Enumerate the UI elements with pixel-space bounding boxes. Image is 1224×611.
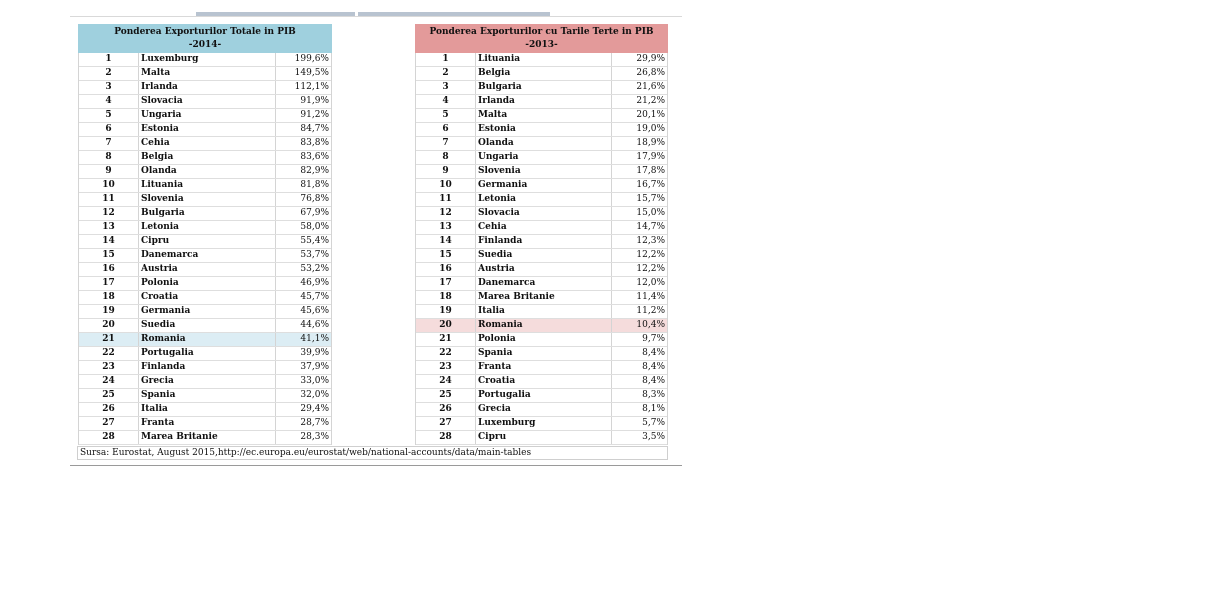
rank-cell: 1: [416, 53, 476, 66]
rank-cell: 5: [79, 109, 139, 122]
value-cell: 9,7%: [642, 334, 665, 344]
rank-cell: 22: [416, 347, 476, 360]
value-cell: 17,9%: [636, 152, 665, 162]
value-cell: 21,2%: [636, 96, 665, 106]
value-cell: 12,0%: [636, 278, 665, 288]
value-cell: 149,5%: [294, 68, 329, 78]
value-cell: 45,7%: [300, 292, 329, 302]
table-row: [79, 67, 331, 81]
country-cell: Italia: [476, 305, 612, 318]
value-cell: 16,7%: [636, 180, 665, 190]
rank-cell: 16: [79, 263, 139, 276]
value-cell: 8,3%: [642, 390, 665, 400]
table-row: [416, 123, 667, 137]
third-country-exports-title: Ponderea Exporturilor cu Tarile Terte in PIB: [429, 27, 654, 37]
value-cell: 12,2%: [636, 250, 665, 260]
rank-cell: 23: [79, 361, 139, 374]
table-row: [416, 207, 667, 221]
rank-cell: 1: [79, 53, 139, 66]
value-cell: 83,6%: [300, 152, 329, 162]
value-cell: 12,2%: [636, 264, 665, 274]
country-cell: Franta: [139, 417, 276, 430]
table-row: [416, 151, 667, 165]
table-row: [416, 347, 667, 361]
rank-cell: 5: [416, 109, 476, 122]
country-cell: Danemarca: [139, 249, 276, 262]
country-cell: Grecia: [476, 403, 612, 416]
table-row: [416, 249, 667, 263]
rank-cell: 24: [79, 375, 139, 388]
third-country-exports-year: -2013-: [525, 40, 558, 50]
table-row: [416, 137, 667, 151]
value-cell: 82,9%: [300, 166, 329, 176]
table-row: [79, 249, 331, 263]
rank-cell: 22: [79, 347, 139, 360]
table-row: [416, 221, 667, 235]
table-row: [416, 319, 667, 333]
rank-cell: 2: [416, 67, 476, 80]
table-row: [79, 221, 331, 235]
country-cell: Austria: [139, 263, 276, 276]
rank-cell: 19: [79, 305, 139, 318]
rank-cell: 11: [416, 193, 476, 206]
value-cell: 11,2%: [636, 306, 665, 316]
third-country-exports-header: [415, 24, 668, 53]
rank-cell: 8: [79, 151, 139, 164]
top-border: [70, 16, 682, 17]
table-row: [416, 403, 667, 417]
rank-cell: 13: [416, 221, 476, 234]
value-cell: 45,6%: [300, 306, 329, 316]
table-row: [416, 53, 667, 67]
rank-cell: 10: [416, 179, 476, 192]
table-row: [79, 123, 331, 137]
value-cell: 112,1%: [294, 82, 329, 92]
country-cell: Spania: [139, 389, 276, 402]
total-exports-year: -2014-: [188, 40, 222, 50]
table-row: [79, 95, 331, 109]
rank-cell: 17: [416, 277, 476, 290]
total-exports-table: [78, 24, 332, 445]
country-cell: Estonia: [139, 123, 276, 136]
table-row: [416, 333, 667, 347]
table-row: [79, 263, 331, 277]
rank-cell: 9: [79, 165, 139, 178]
rank-cell: 24: [416, 375, 476, 388]
country-cell: Estonia: [476, 123, 612, 136]
table-row: [79, 361, 331, 375]
rank-cell: 7: [416, 137, 476, 150]
country-cell: Irlanda: [476, 95, 612, 108]
rank-cell: 18: [416, 291, 476, 304]
table-row: [79, 347, 331, 361]
table-row: [79, 207, 331, 221]
table-row: [79, 417, 331, 431]
value-cell: 91,2%: [300, 110, 329, 120]
table-row: [79, 235, 331, 249]
value-cell: 83,8%: [300, 138, 329, 148]
rank-cell: 2: [79, 67, 139, 80]
country-cell: Olanda: [476, 137, 612, 150]
value-cell: 67,9%: [300, 208, 329, 218]
rank-cell: 4: [416, 95, 476, 108]
third-country-exports-table: [415, 24, 668, 445]
table-row: [79, 431, 331, 445]
table-row: [416, 431, 667, 445]
table-row: [416, 193, 667, 207]
rank-cell: 12: [416, 207, 476, 220]
table-row: [79, 165, 331, 179]
table-row: [416, 361, 667, 375]
rank-cell: 14: [79, 235, 139, 248]
rank-cell: 3: [79, 81, 139, 94]
country-cell: Bulgaria: [476, 81, 612, 94]
value-cell: 32,0%: [300, 390, 329, 400]
rank-cell: 16: [416, 263, 476, 276]
country-cell: Portugalia: [139, 347, 276, 360]
rank-cell: 8: [416, 151, 476, 164]
table-row: [416, 417, 667, 431]
country-cell: Franta: [476, 361, 612, 374]
rank-cell: 25: [416, 389, 476, 402]
table-row: [416, 67, 667, 81]
table-row: [416, 305, 667, 319]
rank-cell: 26: [79, 403, 139, 416]
total-exports-header: [78, 24, 332, 53]
value-cell: 21,6%: [636, 82, 665, 92]
rank-cell: 10: [79, 179, 139, 192]
table-row: [79, 291, 331, 305]
country-cell: Letonia: [476, 193, 612, 206]
rank-cell: 21: [79, 333, 139, 346]
value-cell: 11,4%: [636, 292, 665, 302]
table-row: [416, 95, 667, 109]
value-cell: 20,1%: [636, 110, 665, 120]
country-cell: Austria: [476, 263, 612, 276]
country-cell: Cipru: [476, 431, 612, 444]
country-cell: Malta: [139, 67, 276, 80]
country-cell: Lituania: [139, 179, 276, 192]
rank-cell: 13: [79, 221, 139, 234]
table-row: [416, 109, 667, 123]
rank-cell: 6: [416, 123, 476, 136]
value-cell: 53,2%: [300, 264, 329, 274]
table-row: [79, 81, 331, 95]
table-row: [416, 235, 667, 249]
rank-cell: 17: [79, 277, 139, 290]
rank-cell: 20: [79, 319, 139, 332]
table-row: [416, 263, 667, 277]
country-cell: Malta: [476, 109, 612, 122]
value-cell: 26,8%: [636, 68, 665, 78]
table-row: [416, 277, 667, 291]
country-cell: Danemarca: [476, 277, 612, 290]
country-cell: Croatia: [476, 375, 612, 388]
value-cell: 5,7%: [642, 418, 665, 428]
country-cell: Slovenia: [476, 165, 612, 178]
country-cell: Lituania: [476, 53, 612, 66]
value-cell: 15,7%: [636, 194, 665, 204]
country-cell: Cehia: [476, 221, 612, 234]
table-row: [79, 403, 331, 417]
value-cell: 19,0%: [636, 124, 665, 134]
country-cell: Finlanda: [476, 235, 612, 248]
country-cell: Suedia: [139, 319, 276, 332]
country-cell: Marea Britanie: [139, 431, 276, 444]
rank-cell: 26: [416, 403, 476, 416]
rank-cell: 14: [416, 235, 476, 248]
country-cell: Romania: [139, 333, 276, 346]
country-cell: Spania: [476, 347, 612, 360]
country-cell: Cipru: [139, 235, 276, 248]
value-cell: 58,0%: [300, 222, 329, 232]
total-exports-title: Ponderea Exporturilor Totale in PIB: [114, 27, 296, 37]
table-row: [79, 109, 331, 123]
value-cell: 8,1%: [642, 404, 665, 414]
table-row: [416, 81, 667, 95]
country-cell: Slovenia: [139, 193, 276, 206]
rank-cell: 9: [416, 165, 476, 178]
value-cell: 91,9%: [300, 96, 329, 106]
country-cell: Belgia: [139, 151, 276, 164]
table-row: [416, 389, 667, 403]
value-cell: 46,9%: [300, 278, 329, 288]
table-row: [79, 389, 331, 403]
value-cell: 15,0%: [636, 208, 665, 218]
value-cell: 199,6%: [294, 54, 329, 64]
country-cell: Italia: [139, 403, 276, 416]
rank-cell: 23: [416, 361, 476, 374]
country-cell: Ungaria: [476, 151, 612, 164]
country-cell: Suedia: [476, 249, 612, 262]
rank-cell: 27: [416, 417, 476, 430]
table-row: [79, 319, 331, 333]
country-cell: Olanda: [139, 165, 276, 178]
table-row: [79, 333, 331, 347]
country-cell: Croatia: [139, 291, 276, 304]
rank-cell: 19: [416, 305, 476, 318]
country-cell: Romania: [476, 319, 612, 332]
table-row: [416, 165, 667, 179]
rank-cell: 4: [79, 95, 139, 108]
table-row: [416, 179, 667, 193]
table-row: [79, 277, 331, 291]
rank-cell: 11: [79, 193, 139, 206]
value-cell: 55,4%: [300, 236, 329, 246]
rank-cell: 12: [79, 207, 139, 220]
value-cell: 8,4%: [642, 376, 665, 386]
rank-cell: 3: [416, 81, 476, 94]
value-cell: 14,7%: [636, 222, 665, 232]
value-cell: 84,7%: [300, 124, 329, 134]
rank-cell: 21: [416, 333, 476, 346]
rank-cell: 20: [416, 319, 476, 332]
country-cell: Cehia: [139, 137, 276, 150]
country-cell: Portugalia: [476, 389, 612, 402]
value-cell: 3,5%: [642, 432, 665, 442]
value-cell: 17,8%: [636, 166, 665, 176]
source-note: Sursa: Eurostat, August 2015,http://ec.europa.eu/eurostat/web/national-accounts/data/main-tables: [77, 446, 668, 460]
value-cell: 37,9%: [300, 362, 329, 372]
country-cell: Luxemburg: [139, 53, 276, 66]
value-cell: 76,8%: [300, 194, 329, 204]
value-cell: 53,7%: [300, 250, 329, 260]
value-cell: 29,4%: [300, 404, 329, 414]
rank-cell: 25: [79, 389, 139, 402]
value-cell: 8,4%: [642, 348, 665, 358]
rank-cell: 28: [416, 431, 476, 444]
table-row: [416, 375, 667, 389]
value-cell: 28,3%: [300, 432, 329, 442]
country-cell: Germania: [476, 179, 612, 192]
value-cell: 39,9%: [300, 348, 329, 358]
value-cell: 28,7%: [300, 418, 329, 428]
country-cell: Letonia: [139, 221, 276, 234]
table-row: [79, 179, 331, 193]
table-row: [79, 305, 331, 319]
value-cell: 29,9%: [636, 54, 665, 64]
value-cell: 44,6%: [300, 320, 329, 330]
table-row: [79, 193, 331, 207]
country-cell: Ungaria: [139, 109, 276, 122]
country-cell: Bulgaria: [139, 207, 276, 220]
rank-cell: 15: [416, 249, 476, 262]
rank-cell: 27: [79, 417, 139, 430]
country-cell: Finlanda: [139, 361, 276, 374]
value-cell: 33,0%: [300, 376, 329, 386]
third-country-exports-rows: [415, 53, 668, 445]
value-cell: 18,9%: [636, 138, 665, 148]
rank-cell: 18: [79, 291, 139, 304]
value-cell: 41,1%: [300, 334, 329, 344]
country-cell: Germania: [139, 305, 276, 318]
rank-cell: 15: [79, 249, 139, 262]
country-cell: Slovacia: [139, 95, 276, 108]
table-row: [79, 53, 331, 67]
country-cell: Polonia: [139, 277, 276, 290]
country-cell: Grecia: [139, 375, 276, 388]
rank-cell: 7: [79, 137, 139, 150]
table-row: [416, 291, 667, 305]
value-cell: 81,8%: [300, 180, 329, 190]
table-row: [79, 151, 331, 165]
country-cell: Slovacia: [476, 207, 612, 220]
value-cell: 8,4%: [642, 362, 665, 372]
value-cell: 10,4%: [636, 320, 665, 330]
value-cell: 12,3%: [636, 236, 665, 246]
total-exports-rows: [78, 53, 332, 445]
rank-cell: 6: [79, 123, 139, 136]
country-cell: Belgia: [476, 67, 612, 80]
table-row: [79, 137, 331, 151]
country-cell: Marea Britanie: [476, 291, 612, 304]
country-cell: Irlanda: [139, 81, 276, 94]
table-row: [79, 375, 331, 389]
country-cell: Luxemburg: [476, 417, 612, 430]
rank-cell: 28: [79, 431, 139, 444]
bottom-border: [70, 465, 682, 466]
country-cell: Polonia: [476, 333, 612, 346]
